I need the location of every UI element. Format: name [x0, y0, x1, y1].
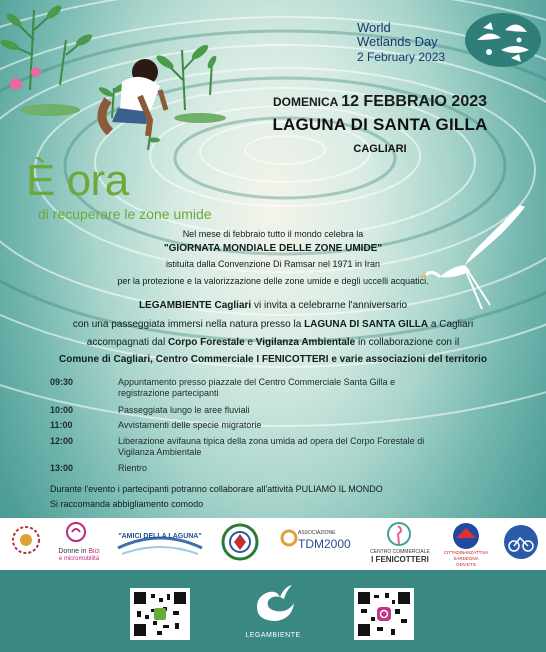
- schedule-time: 12:00: [50, 436, 74, 446]
- fenicotteri-caption: CENTRO COMMERCIALE: [370, 549, 430, 555]
- cittadinanza-name-a: CITTADINANZATTIVA: [443, 550, 489, 555]
- world-wetlands-day-logo: [357, 10, 542, 70]
- event-date: 12 FEBBRAIO 2023: [341, 93, 488, 110]
- invite-line-2-c: a Cagliari: [428, 319, 474, 330]
- schedule-desc-line: Liberazione avifauna tipica della zona umida ad opera del Corpo Forestale di: [118, 436, 425, 446]
- fenicotteri-name: I FENICOTTERI: [371, 555, 429, 564]
- tdm2000-caption: ASSOCIAZIONE: [298, 530, 336, 536]
- slogan-main: È ora: [26, 156, 129, 205]
- schedule-time: 13:00: [50, 463, 74, 473]
- schedule-desc-line: Appuntamento presso piazzale del Centro Commerciale Santa Gilla e: [118, 377, 396, 387]
- qr-pattern-icon: [133, 591, 187, 637]
- donne-in-bici-name: [54, 548, 104, 562]
- schedule-time: 11:00: [50, 420, 73, 430]
- cittadinanza-name-b: SARDEGNA: [453, 556, 479, 561]
- wetlands-emblem-icon: [461, 10, 541, 70]
- donne-name-b: Bici: [88, 548, 100, 555]
- intro-line-1: Nel mese di febbraio tutto il mondo celebra la: [182, 229, 364, 239]
- amici-della-laguna-name: "AMICI DELLA LAGUNA": [118, 533, 202, 540]
- schedule-desc: Passeggiata lungo le aree fluviali: [118, 405, 250, 415]
- event-weekday: DOMENICA: [272, 95, 338, 109]
- schedule-desc-line-2: Vigilanza Ambientale: [118, 447, 202, 457]
- partner-logos: [0, 518, 546, 570]
- schedule-desc-line-2: registrazione partecipanti: [118, 388, 219, 398]
- event-city: CAGLIARI: [353, 143, 407, 155]
- event-place: LAGUNA DI SANTA GILLA: [272, 115, 488, 134]
- wwd-date: 2 February 2023: [357, 50, 446, 64]
- event-date-line: [215, 93, 545, 111]
- event-heading: [215, 93, 545, 155]
- schedule-time: 10:00: [50, 405, 74, 415]
- schedule-desc: [118, 377, 488, 399]
- schedule-desc: [118, 436, 488, 458]
- invite-line-3-a: accompagnati dal: [86, 337, 168, 348]
- intro-line-2: "GIORNATA MONDIALE DELLE ZONE UMIDE": [163, 243, 383, 254]
- qr-code-left[interactable]: [130, 588, 190, 640]
- slogan-sub: di recuperare le zone umide: [38, 206, 212, 222]
- invite-org: LEGAMBIENTE Cagliari: [138, 300, 252, 311]
- note-line-2: Si raccomanda abbigliamento comodo: [50, 499, 204, 509]
- cycling-association-logo: [500, 518, 542, 570]
- invite-line-3: [10, 337, 536, 348]
- schedule-desc: Rientro: [118, 463, 148, 473]
- invite-line-1-rest: vi invita a celebrarne l'anniversario: [251, 300, 408, 311]
- legambiente-name: LEGAMBIENTE: [245, 632, 301, 639]
- schedule-desc: Avvistamenti delle specie migratorie: [118, 420, 262, 430]
- donne-name-c: e micromobilità: [58, 556, 100, 562]
- qr-pattern-icon: [357, 591, 411, 637]
- invite-forestale: Corpo Forestale: [167, 337, 245, 348]
- donne-name-a: Donne in: [58, 548, 89, 555]
- wwd-title: World: [357, 20, 391, 35]
- donne-in-bici-logo: [58, 518, 94, 570]
- association-star-logo: [6, 518, 46, 570]
- invite-place: LAGUNA DI SANTA GILLA: [304, 319, 429, 330]
- intro-line-4: per la protezione e la valorizzazione delle zone umide e degli uccelli acquatici.: [117, 276, 429, 286]
- wwd-title-2: Wetlands Day: [357, 34, 438, 49]
- invite-line-2-a: con una passeggiata immersi nella natura presso la: [72, 319, 305, 330]
- schedule-time: 09:30: [50, 377, 74, 387]
- invite-line-3-e: in collaborazione con il: [355, 337, 460, 348]
- tdm2000-logo: [280, 518, 298, 570]
- cittadinanzattiva-caption: [438, 550, 494, 568]
- intro-line-3: istituita dalla Convenzione Di Ramsar nel 1971 in Iran: [165, 259, 381, 269]
- invite-line-1: [40, 300, 506, 311]
- tdm2000-name: TDM2000: [298, 537, 351, 551]
- invite-line-4: Comune di Cagliari, Centro Commerciale I FENICOTTERI e varie associazioni del territorio: [59, 354, 487, 365]
- amici-della-laguna-logo: [114, 518, 206, 570]
- cittadinanza-name-c: ODV-ETS: [456, 562, 476, 567]
- qr-code-right[interactable]: [354, 588, 414, 640]
- invite-vigilanza: Vigilanza Ambientale: [255, 337, 356, 348]
- legambiente-swan-logo: [250, 579, 298, 625]
- invite-line-2: [10, 319, 536, 330]
- comune-emblem-logo: [218, 518, 262, 570]
- invite-line-3-c: e: [244, 337, 256, 348]
- note-line-1: Durante l'evento i partecipanti potranno collaborare all'attività PULIAMO IL MONDO: [50, 484, 383, 494]
- child-planting-illustration: [0, 0, 230, 170]
